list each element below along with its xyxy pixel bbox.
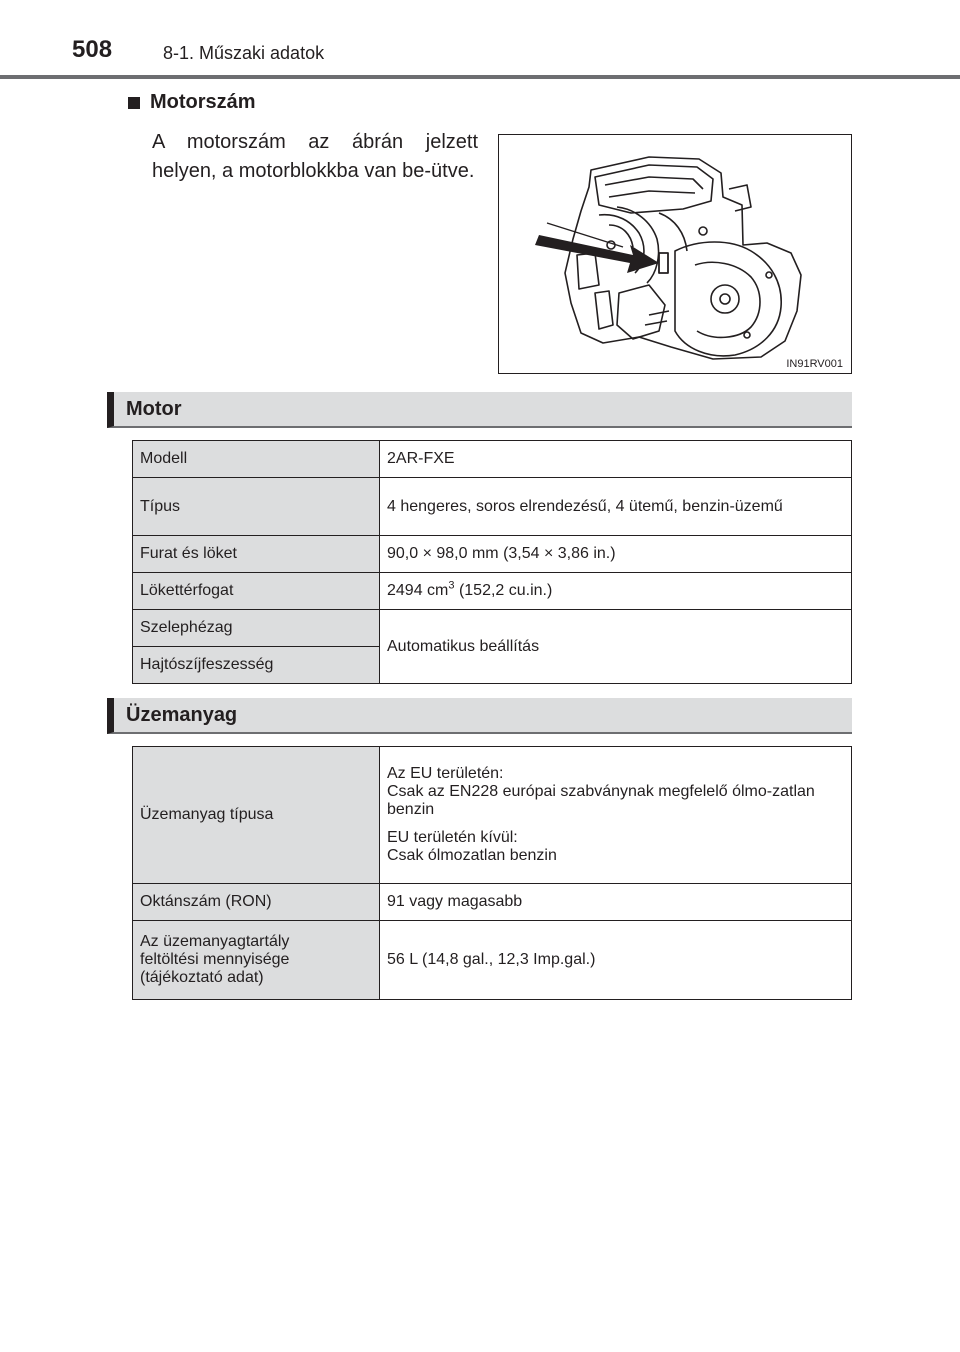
displacement-value: 2494 cm bbox=[387, 582, 449, 599]
table-row bbox=[133, 441, 852, 478]
table-value bbox=[380, 747, 852, 884]
fuel-type-paragraph bbox=[387, 765, 844, 819]
table-key: Oktánszám (RON) bbox=[133, 884, 380, 921]
table-row bbox=[133, 610, 852, 647]
table-value: 90,0 × 98,0 mm (3,54 × 3,86 in.) bbox=[380, 536, 852, 573]
fuel-type-line: Csak ólmozatlan benzin bbox=[387, 847, 557, 864]
page-header bbox=[0, 0, 960, 80]
table-key: Lökettérfogat bbox=[133, 573, 380, 610]
table-value: 2AR-FXE bbox=[380, 441, 852, 478]
table-row bbox=[133, 747, 852, 884]
table-value bbox=[380, 573, 852, 610]
motor-spec-table bbox=[132, 440, 852, 684]
section-band-motor bbox=[107, 392, 852, 428]
engine-number-heading bbox=[128, 91, 256, 114]
table-row bbox=[133, 573, 852, 610]
engine-number-heading-text: Motorszám bbox=[150, 91, 256, 113]
square-bullet-icon bbox=[128, 97, 140, 109]
table-row bbox=[133, 536, 852, 573]
table-row bbox=[133, 884, 852, 921]
tank-key-line: Az üzemanyagtartály bbox=[140, 933, 290, 950]
header-rule bbox=[0, 75, 960, 79]
table-key bbox=[133, 921, 380, 1000]
engine-number-text: A motorszám az ábrán jelzett helyen, a motorblokkba van be-ütve. bbox=[152, 131, 478, 182]
fuel-type-line: EU területén kívül: bbox=[387, 829, 518, 846]
table-key: Modell bbox=[133, 441, 380, 478]
table-value: 91 vagy magasabb bbox=[380, 884, 852, 921]
section-band-fuel bbox=[107, 698, 852, 734]
fuel-type-paragraph bbox=[387, 829, 844, 865]
table-value: 56 L (14,8 gal., 12,3 Imp.gal.) bbox=[380, 921, 852, 1000]
engine-illustration bbox=[498, 134, 852, 374]
section-title-motor: Motor bbox=[126, 398, 182, 420]
table-key: Szelephézag bbox=[133, 610, 380, 647]
table-key: Üzemanyag típusa bbox=[133, 747, 380, 884]
table-value: 4 hengeres, soros elrendezésű, 4 ütemű, benzin-üzemű bbox=[380, 478, 852, 536]
chapter-title: 8-1. Műszaki adatok bbox=[163, 43, 325, 63]
fuel-spec-table bbox=[132, 746, 852, 1000]
table-key: Hajtószíjfeszesség bbox=[133, 647, 380, 684]
fuel-type-line: Csak az EN228 európai szabványnak megfelelő ólmo-zatlan benzin bbox=[387, 783, 815, 818]
displacement-imperial: (152,2 cu.in.) bbox=[454, 582, 553, 599]
table-value: Automatikus beállítás bbox=[380, 610, 852, 684]
tank-key-line: feltöltési mennyisége bbox=[140, 951, 290, 968]
table-row bbox=[133, 478, 852, 536]
page-number: 508 bbox=[72, 36, 113, 63]
displacement-exponent: 3 bbox=[448, 579, 455, 592]
fuel-type-line: Az EU területén: bbox=[387, 765, 504, 782]
tank-key-line: (tájékoztató adat) bbox=[140, 969, 264, 986]
table-key: Furat és löket bbox=[133, 536, 380, 573]
table-row bbox=[133, 921, 852, 1000]
engine-drawing-icon bbox=[499, 135, 853, 375]
table-key: Típus bbox=[133, 478, 380, 536]
figure-code: IN91RV001 bbox=[786, 358, 843, 370]
section-title-fuel: Üzemanyag bbox=[126, 704, 238, 726]
